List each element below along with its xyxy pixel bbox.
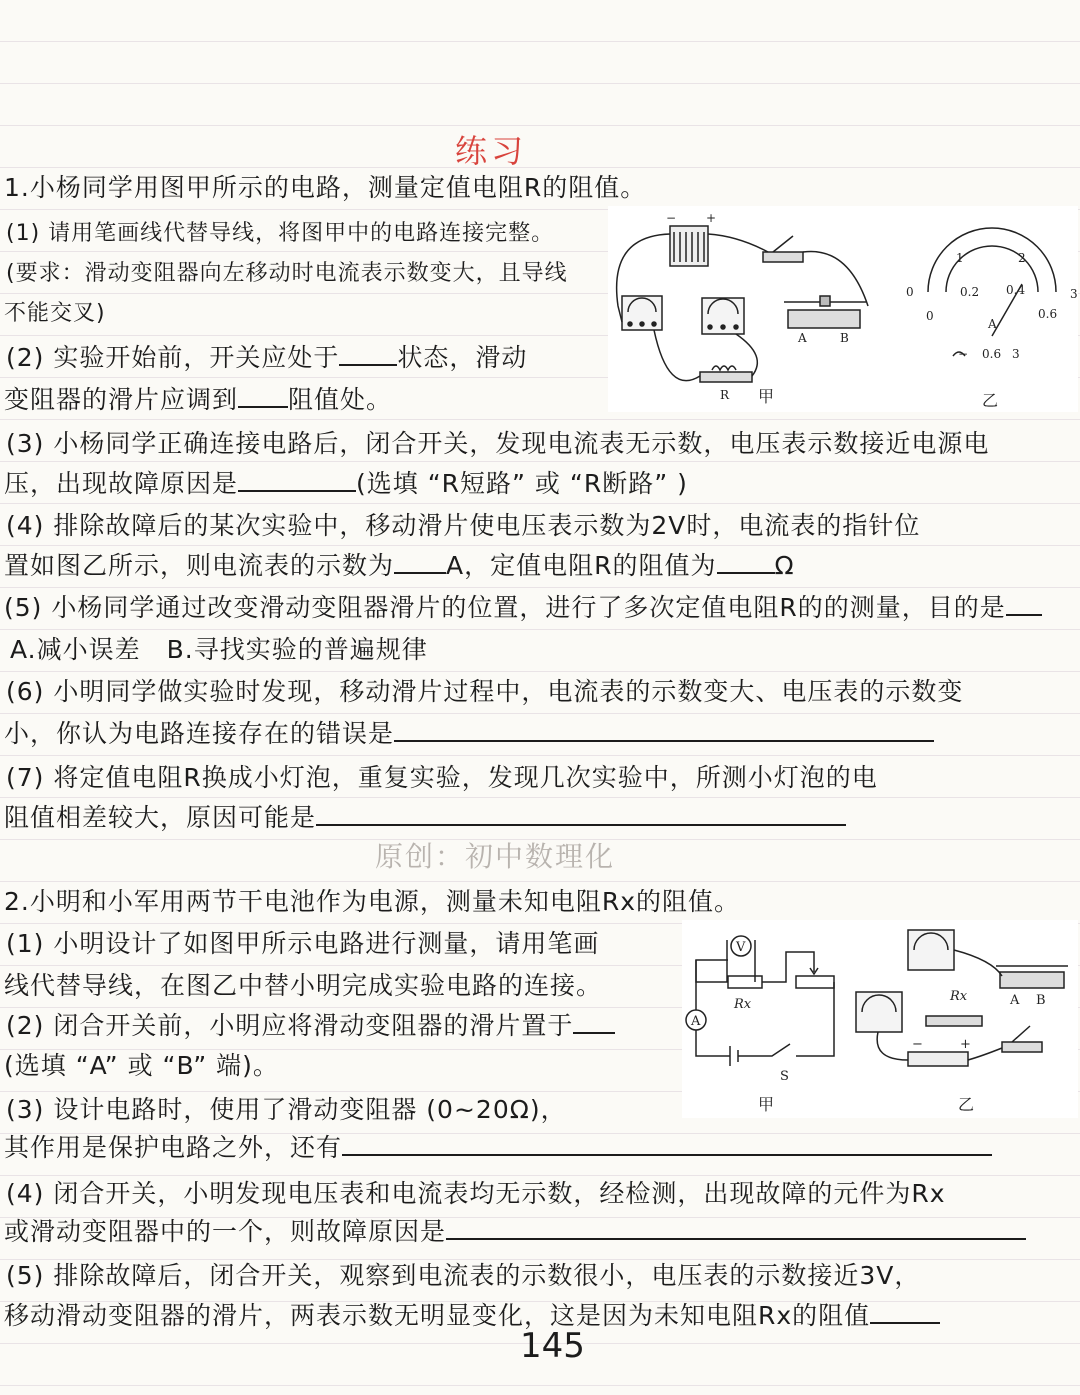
- q1-figure: [608, 206, 1078, 412]
- q2-part4-line2: 或滑动变阻器中的一个，则故障原因是: [4, 1216, 1026, 1248]
- q1-part6-line1: (6) 小明同学做实验时发现，移动滑片过程中，电流表的示数变大、电压表的示数变: [6, 677, 964, 706]
- q2-part1-line1: (1) 小明设计了如图甲所示电路进行测量，请用笔画: [6, 929, 600, 958]
- answer-blank[interactable]: [238, 384, 288, 408]
- rheostat-a-label: A: [798, 331, 807, 345]
- meter-unit: A: [988, 317, 997, 331]
- scale-bottom-3: 0.6: [1038, 307, 1058, 321]
- q2-stem: 2.小明和小军用两节干电池作为电源，测量未知电阻Rx的阻值。: [4, 887, 741, 916]
- terminal-3: 3: [1012, 347, 1020, 361]
- answer-blank[interactable]: [446, 1216, 1026, 1240]
- q1-part1-line2: (要求：滑动变阻器向左移动时电流表示数变大，且导线: [6, 261, 568, 286]
- q1-part2-line1: (2) 实验开始前，开关应处于 状态，滑动: [6, 343, 528, 372]
- scale-top-1: 1: [956, 251, 964, 265]
- q2-part2-line1: (2) 闭合开关前，小明应将滑动变阻器的滑片置于: [6, 1010, 615, 1042]
- q2-part4-line1: (4) 闭合开关，小明发现电压表和电流表均无示数，经检测，出现故障的元件为Rx: [6, 1179, 946, 1208]
- scale-bottom-0: 0: [926, 309, 934, 323]
- schematic-switch-label: S: [780, 1069, 789, 1084]
- q1-circuit-diagram: [608, 206, 1078, 412]
- figure-jia-label: 甲: [758, 1095, 775, 1114]
- figure-yi-label: 乙: [982, 391, 999, 410]
- scale-bottom-1: 0.2: [960, 285, 980, 299]
- rheostat-b-label: B: [840, 331, 849, 345]
- terminal-0-6: 0.6: [982, 347, 1002, 361]
- answer-blank[interactable]: [394, 550, 446, 574]
- q2-part5-line2: 移动滑动变阻器的滑片，两表示数无明显变化，这是因为未知电阻Rx的阻值: [4, 1300, 940, 1332]
- q1-part3-line2: 压，出现故障原因是 (选填 “R短路” 或 “R断路” ): [4, 469, 688, 498]
- answer-blank[interactable]: [339, 342, 397, 366]
- q1-part4-line1: (4) 排除故障后的某次实验中，移动滑片使电压表示数为2V时，电流表的指针位: [6, 511, 921, 540]
- q1-part7-line2: 阻值相差较大，原因可能是: [4, 802, 846, 834]
- answer-blank[interactable]: [1006, 592, 1042, 616]
- scale-bottom-2: 0.4: [1006, 283, 1026, 297]
- q1-stem: 1.小杨同学用图甲所示的电路，测量定值电阻R的阻值。: [4, 173, 647, 202]
- q2-circuit-diagram: [682, 920, 1078, 1118]
- q2-part3-line2: 其作用是保护电路之外，还有: [4, 1132, 992, 1164]
- answer-blank[interactable]: [238, 468, 356, 492]
- answer-blank[interactable]: [394, 718, 934, 742]
- schematic-ammeter-label: A: [691, 1014, 701, 1029]
- q1-part3-line1: (3) 小杨同学正确连接电路后，闭合开关，发现电流表无示数，电压表示数接近电源电: [6, 429, 990, 458]
- watermark: 原创：初中数理化: [375, 840, 616, 873]
- rheostat-a-label: A: [1010, 993, 1020, 1008]
- figure-yi-label: 乙: [958, 1095, 975, 1114]
- q1-part5-line1: (5) 小杨同学通过改变滑动变阻器滑片的位置，进行了多次定值电阻R的的测量，目的是: [4, 592, 1042, 624]
- rheostat-b-label: B: [1036, 993, 1046, 1008]
- answer-blank[interactable]: [342, 1132, 992, 1156]
- resistor-r-label: R: [720, 388, 730, 402]
- q1-part6-line2: 小，你认为电路连接存在的错误是: [4, 718, 934, 750]
- battery-plus: +: [706, 211, 717, 225]
- battery-minus: −: [912, 1037, 923, 1052]
- battery-plus: +: [960, 1037, 971, 1052]
- battery-minus: −: [666, 211, 677, 225]
- q1-part5-options: A.减小误差 B.寻找实验的普遍规律: [10, 635, 428, 664]
- q2-part5-line1: (5) 排除故障后，闭合开关，观察到电流表的示数很小，电压表的示数接近3V，: [6, 1261, 921, 1290]
- q1-part4-line2: 置如图乙所示，则电流表的示数为 A，定值电阻R的阻值为 Ω: [4, 551, 795, 580]
- q2-part3-line1: (3) 设计电路时，使用了滑动变阻器 (0~20Ω)，: [6, 1095, 567, 1124]
- q1-part1-line3: 不能交叉): [4, 301, 106, 326]
- q2-part2-line2: (选填 “A” 或 “B” 端)。: [4, 1051, 279, 1080]
- schematic-rx-label: Rx: [734, 997, 752, 1012]
- terminal-minus: −: [958, 347, 969, 361]
- answer-blank[interactable]: [870, 1300, 940, 1324]
- figure-jia-label: 甲: [758, 387, 775, 406]
- page-number: 145: [520, 1326, 585, 1366]
- pictorial-rx-label: Rx: [950, 989, 968, 1004]
- q1-part1-line1: (1) 请用笔画线代替导线，将图甲中的电路连接完整。: [6, 221, 555, 246]
- q2-part1-line2: 线代替导线，在图乙中替小明完成实验电路的连接。: [4, 971, 603, 1000]
- answer-blank[interactable]: [316, 802, 846, 826]
- q1-part7-line1: (7) 将定值电阻R换成小灯泡，重复实验，发现几次实验中，所测小灯泡的电: [6, 763, 878, 792]
- answer-blank[interactable]: [573, 1010, 615, 1034]
- q1-part2-line2: 变阻器的滑片应调到 阻值处。: [4, 385, 393, 414]
- answer-blank[interactable]: [717, 550, 775, 574]
- q2-figure: [682, 920, 1078, 1118]
- page-title: 练习: [455, 132, 528, 170]
- scale-top-3: 3: [1070, 287, 1078, 301]
- scale-top-0: 0: [906, 285, 914, 299]
- scale-top-2: 2: [1018, 251, 1026, 265]
- schematic-voltmeter-label: V: [736, 940, 746, 955]
